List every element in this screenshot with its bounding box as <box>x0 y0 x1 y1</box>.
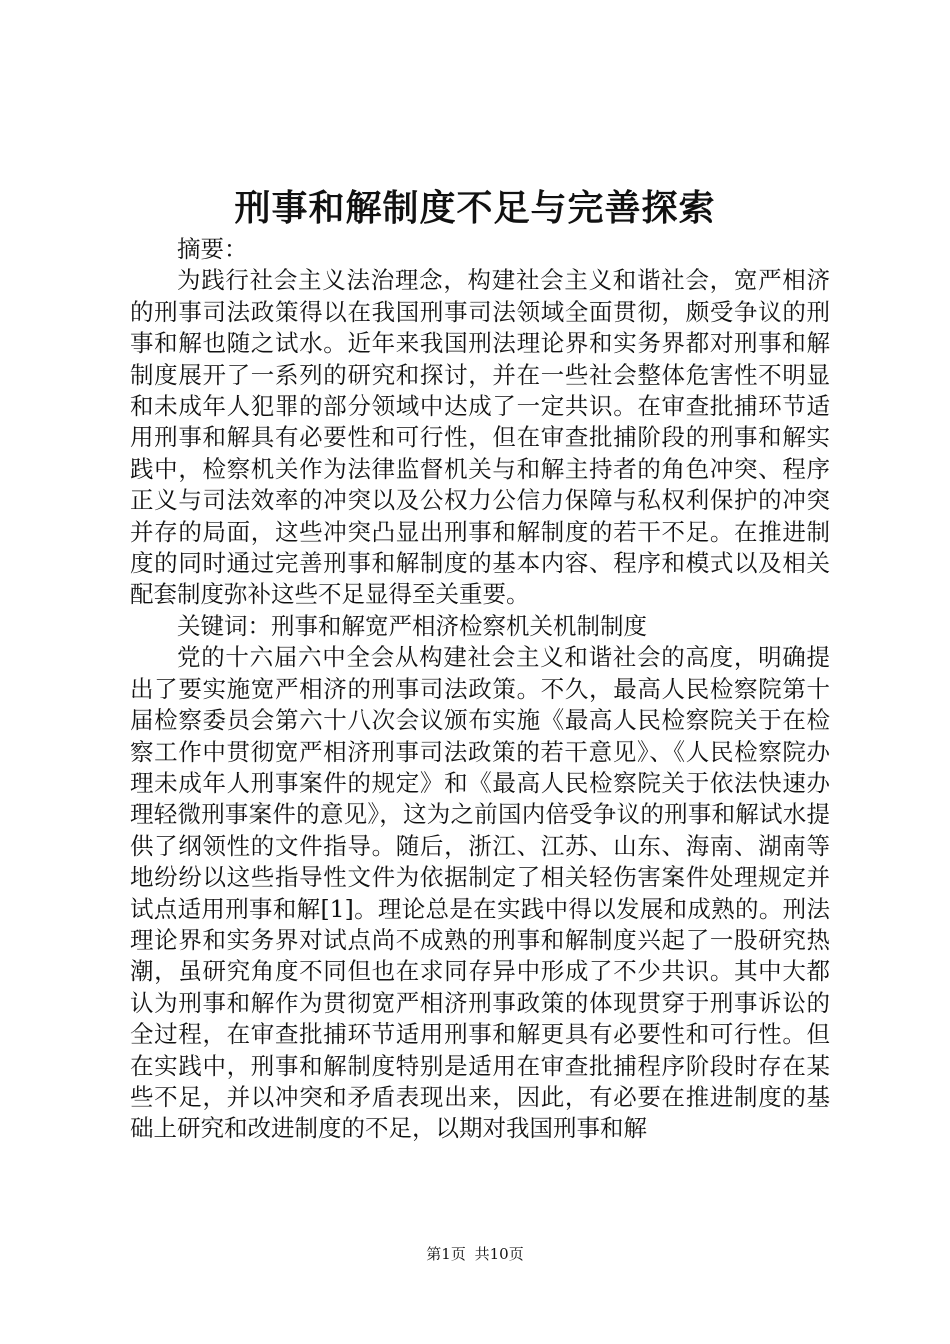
page-footer <box>0 1244 950 1264</box>
page-total: 共10页 <box>474 1245 524 1263</box>
document-title: 刑事和解制度不足与完善探索 <box>234 187 716 229</box>
abstract-paragraph: 为践行社会主义法治理念，构建社会主义和谐社会，宽严相济的刑事司法政策得以在我国刑事司法领域全面贯彻，颇受争议的刑事和解也随之试水。近年来我国刑法理论界和实务界都对刑事和解制度展开了一系列的研究和探讨，并在一些社会整体危害性不明显和未成年人犯罪的部分领域中达成了一定共识。在审查批捕环节适用刑事和解具有必要性和可行性，但在审查批捕阶段的刑事和解实践中，检察机关作为法律监督机关与和解主持者的角色冲突、程序正义与司法效率的冲突以及公权力公信力保障与私权利保护的冲突并存的局面，这些冲突凸显出刑事和解制度的若干不足。在推进制度的同时通过完善刑事和解制度的基本内容、程序和模式以及相关配套制度弥补这些不足显得至关重要。 <box>130 266 830 609</box>
body-paragraph: 党的十六届六中全会从构建社会主义和谐社会的高度，明确提出了要实施宽严相济的刑事司法政策。不久，最高人民检察院第十届检察委员会第六十八次会议颁布实施《最高人民检察院关于在检察工作中贯彻宽严相济刑事司法政策的若干意见》、《人民检察院办理未成年人刑事案件的规定》和《最高人民检察院关于依法快速办理轻微刑事案件的意见》，这为之前国内倍受争议的刑事和解试水提供了纲领性的文件指导。随后，浙江、江苏、山东、海南、湖南等地纷纷以这些指导性文件为依据制定了相关轻伤害案件处理规定并试点适用刑事和解[1]。理论总是在实践中得以发展和成熟的。刑法理论界和实务界对试点尚不成熟的刑事和解制度兴起了一股研究热潮，虽研究角度不同但也在求同存异中形成了不少共识。其中大都认为刑事和解作为贯彻宽严相济刑事政策的体现贯穿于刑事诉讼的全过程，在审查批捕环节适用刑事和解更具有必要性和可行性。但在实践中，刑事和解制度特别是适用在审查批捕程序阶段时存在某些不足，并以冲突和矛盾表现出来，因此，有必要在推进制度的基础上研究和改进制度的不足，以期对我国刑事和解 <box>130 643 830 1143</box>
document-body <box>130 234 830 1145</box>
page-number: 第1页 <box>426 1245 466 1263</box>
abstract-label: 摘要： <box>177 235 248 263</box>
keywords-line: 关键词：刑事和解宽严相济检察机关机制制度 <box>177 611 647 640</box>
